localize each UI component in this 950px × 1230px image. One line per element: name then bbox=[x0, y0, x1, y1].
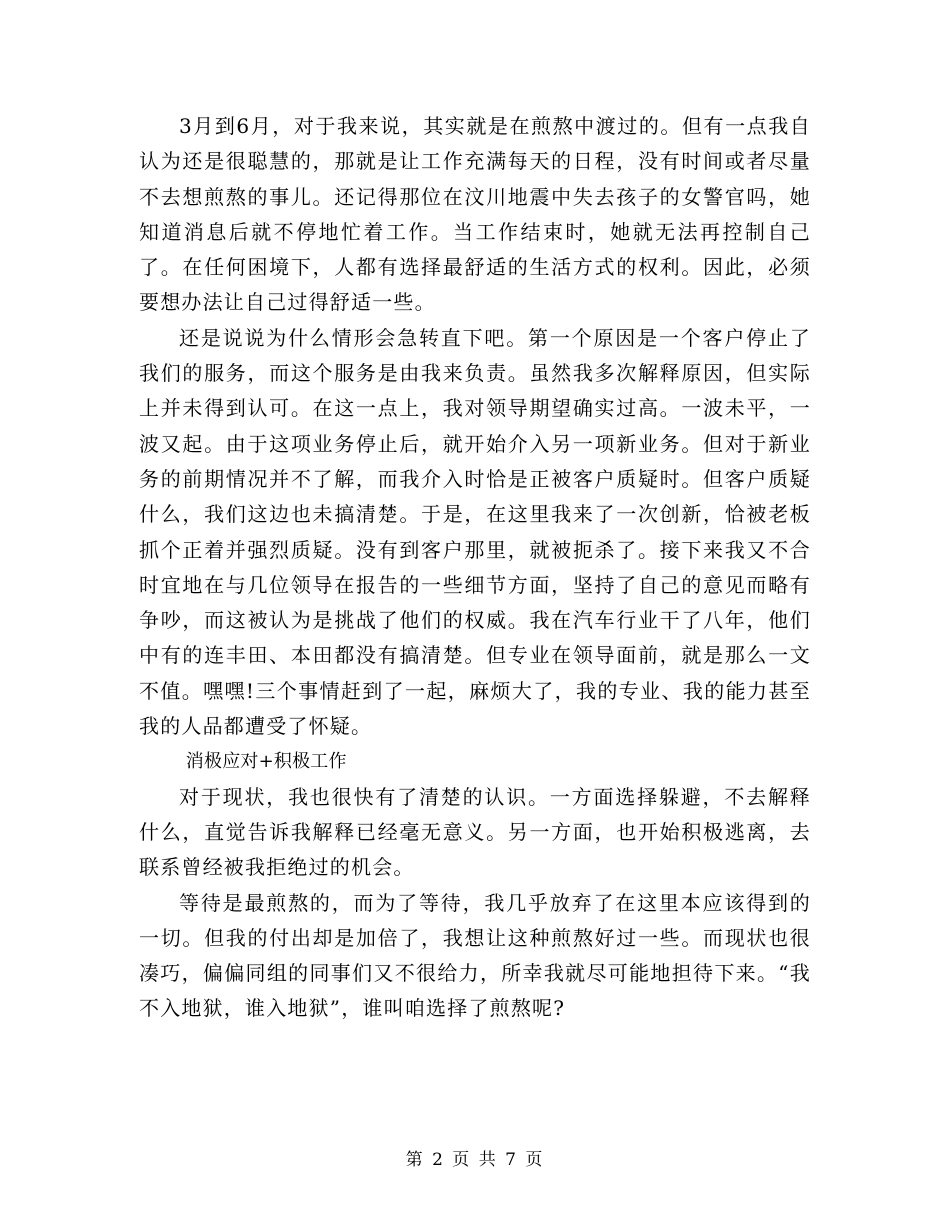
paragraph-3: 对于现状，我也很快有了清楚的认识。一方面选择躲避，不去解释什么，直觉告诉我解释已经毫无意义。另一方面，也开始积极逃离，去联系曾经被我拒绝过的机会。 bbox=[139, 784, 811, 880]
document-body bbox=[139, 109, 811, 1027]
paragraph-2: 还是说说为什么情形会急转直下吧。第一个原因是一个客户停止了我们的服务，而这个服务是由我来负责。虽然我多次解释原因，但实际上并未得到认可。在这一点上，我对领导期望确实过高。一波未平，一波又起。由于这项业务停止后，就开始介入另一项新业务。但对于新业务的前期情况并不了解，而我介入时恰是正被客户质疑时。但客户质疑什么，我们这边也未搞清楚。于是，在这里我来了一次创新，恰被老板抓个正着并强烈质疑。没有到客户那里，就被扼杀了。接下来我又不合时宜地在与几位领导在报告的一些细节方面，坚持了自己的意见而略有争吵，而这被认为是挑战了他们的权威。我在汽车行业干了八年，他们中有的连丰田、本田都没有搞清楚。但专业在领导面前，就是那么一文不值。嘿嘿!三个事情赶到了一起，麻烦大了，我的专业、我的能力甚至我的人品都遭受了怀疑。 bbox=[139, 325, 811, 739]
paragraph-1: 3月到6月，对于我来说，其实就是在煎熬中渡过的。但有一点我自认为还是很聪慧的，那就是让工作充满每天的日程，没有时间或者尽量不去想煎熬的事儿。还记得那位在汶川地震中失去孩子的女警官吗，她知道消息后就不停地忙着工作。当工作结束时，她就无法再控制自己了。在任何困境下，人都有选择最舒适的生活方式的权利。因此，必须要想办法让自己过得舒适一些。 bbox=[139, 114, 811, 315]
page-number-footer: 第 2 页 共 7 页 bbox=[405, 1150, 545, 1170]
section-heading: 消极应对+积极工作 bbox=[185, 751, 347, 773]
paragraph-4: 等待是最煎熬的，而为了等待，我几乎放弃了在这里本应该得到的一切。但我的付出却是加倍了，我想让这种煎熬好过一些。而现状也很凑巧，偏偏同组的同事们又不很给力，所幸我就尽可能地担待下来。“我不入地狱，谁入地狱”，谁叫咱选择了煎熬呢? bbox=[139, 890, 811, 1021]
